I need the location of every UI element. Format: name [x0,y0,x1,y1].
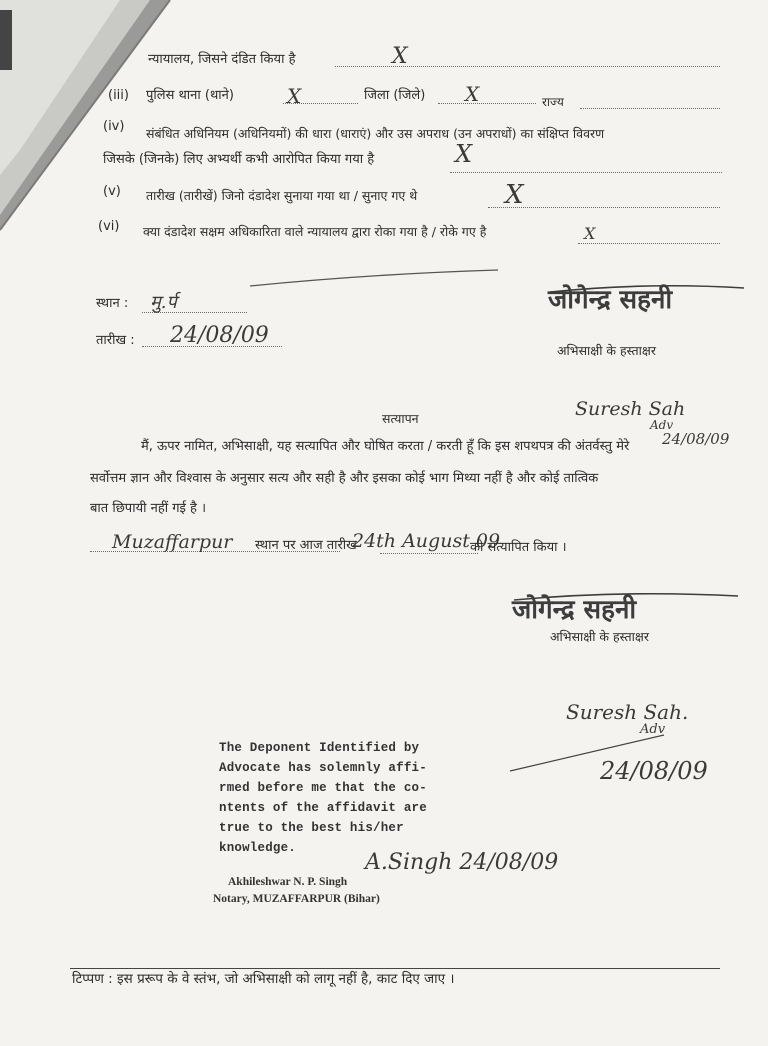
verification-line-1: मैं, ऊपर नामित, अभिसाक्षी, यह सत्यापित और घोषित करता / करती हूँ कि इस शपथपत्र की अंतर्वस्तु मेरे [141,439,630,454]
verification-date-dotted-line [380,553,478,554]
district-value: X [465,82,480,106]
verification-line-3: बात छिपायी नहीं गई है । [90,501,207,516]
item-number-iii: (iii) [108,88,129,103]
footnote: टिप्पण : इस प्ररूप के वे स्तंभ, जो अभिसाक्षी को लागू नहीं है, काट दिए जाए । [72,971,455,987]
item-number-iv: (iv) [103,119,125,134]
verification-line-2: सर्वोत्तम ज्ञान और विश्वास के अनुसार सत्य और सही है और इसका कोई भाग मिथ्या नहीं है और कोई तात्विक [90,471,599,486]
signature-topline-2 [512,590,742,630]
item-number-v: (v) [103,184,121,199]
verification-place-suffix: स्थान पर आज तारीख [255,538,357,553]
item-number-vi: (vi) [98,219,120,234]
date-label: तारीख (तारीखें) जिनो दंडादेश सुनाया गया था / सुनाए गए थे [146,188,418,203]
notary-signature: A.Singh 24/08/09 [365,850,559,875]
district-label: जिला (जिले) [364,88,426,103]
court-value: X [392,44,408,69]
act-line-1: संबंधित अधिनियम (अधिनियमों) की धारा (धाराएं) और उस अपराध (उन अपराधों) का संक्षिप्त विवरण [146,126,605,141]
advocate-signature-1-date: 24/08/09 [662,430,730,448]
advocate-signature-2-sub: Adv [640,722,666,737]
stamp-line-5: true to the best his/her [219,821,404,835]
court-label: न्यायालय, जिसने दंडित किया है [148,52,296,67]
verification-heading: सत्यापन [382,411,419,426]
state-label: राज्य [542,95,564,109]
date-value-2: 24/08/09 [170,323,269,348]
deponent-signature-label-2: अभिसाक्षी के हस्ताक्षर [550,629,649,644]
verification-date-suffix: को सत्यापित किया । [470,540,567,555]
act-dotted-line [450,172,722,173]
advocate-signature-1: Suresh Sah [575,398,686,420]
district-dotted-line [438,103,536,104]
stay-value: X [584,224,596,243]
act-line-2: जिसके (जिनके) लिए अभ्यर्थी कभी आरोपित किया गया है [103,152,375,167]
stamp-line-3: rmed before me that the co- [219,781,427,795]
place-label: स्थान : [96,296,129,311]
advocate-signature-2: Suresh Sah. [566,700,689,724]
stamp-line-2: Advocate has solemnly affi- [219,761,427,775]
police-station-label: पुलिस थाना (थाने) [146,88,234,103]
stamp-line-4: ntents of the affidavit are [219,801,427,815]
footnote-rule [70,968,720,969]
date-label-2: तारीख : [96,333,135,348]
advocate-signature-2-date: 24/08/09 [600,757,708,785]
state-dotted-line [580,108,720,109]
verification-date-value: 24th August 09 [352,530,501,552]
stamp-line-1: The Deponent Identified by [219,741,420,755]
deponent-signature-2: जोगेन्द्र सहनी [512,595,637,625]
police-station-value: X [287,84,302,108]
notary-title: Notary, MUZAFFARPUR (Bihar) [213,893,380,905]
date-value: X [505,180,524,210]
stay-label: क्या दंडादेश सक्षम अधिकारिता वाले न्यायालय द्वारा रोका गया है / रोके गए है [143,224,487,239]
act-value: X [455,140,473,168]
notary-name: Akhileshwar N. P. Singh [228,876,348,888]
place-value: मु.र्प [150,292,177,313]
verification-place-value: Muzaffarpur [112,531,233,553]
stay-dotted-line [578,243,720,244]
pen-stroke [250,268,500,288]
deponent-signature-1: जोगेन्द्र सहनी [548,285,673,315]
signature-topline [548,280,748,320]
deponent-signature-label-1: अभिसाक्षी के हस्ताक्षर [557,343,656,358]
folded-corner [0,0,180,240]
stamp-line-6: knowledge. [219,841,297,855]
advocate-signature-1-sub: Adv [650,418,674,432]
